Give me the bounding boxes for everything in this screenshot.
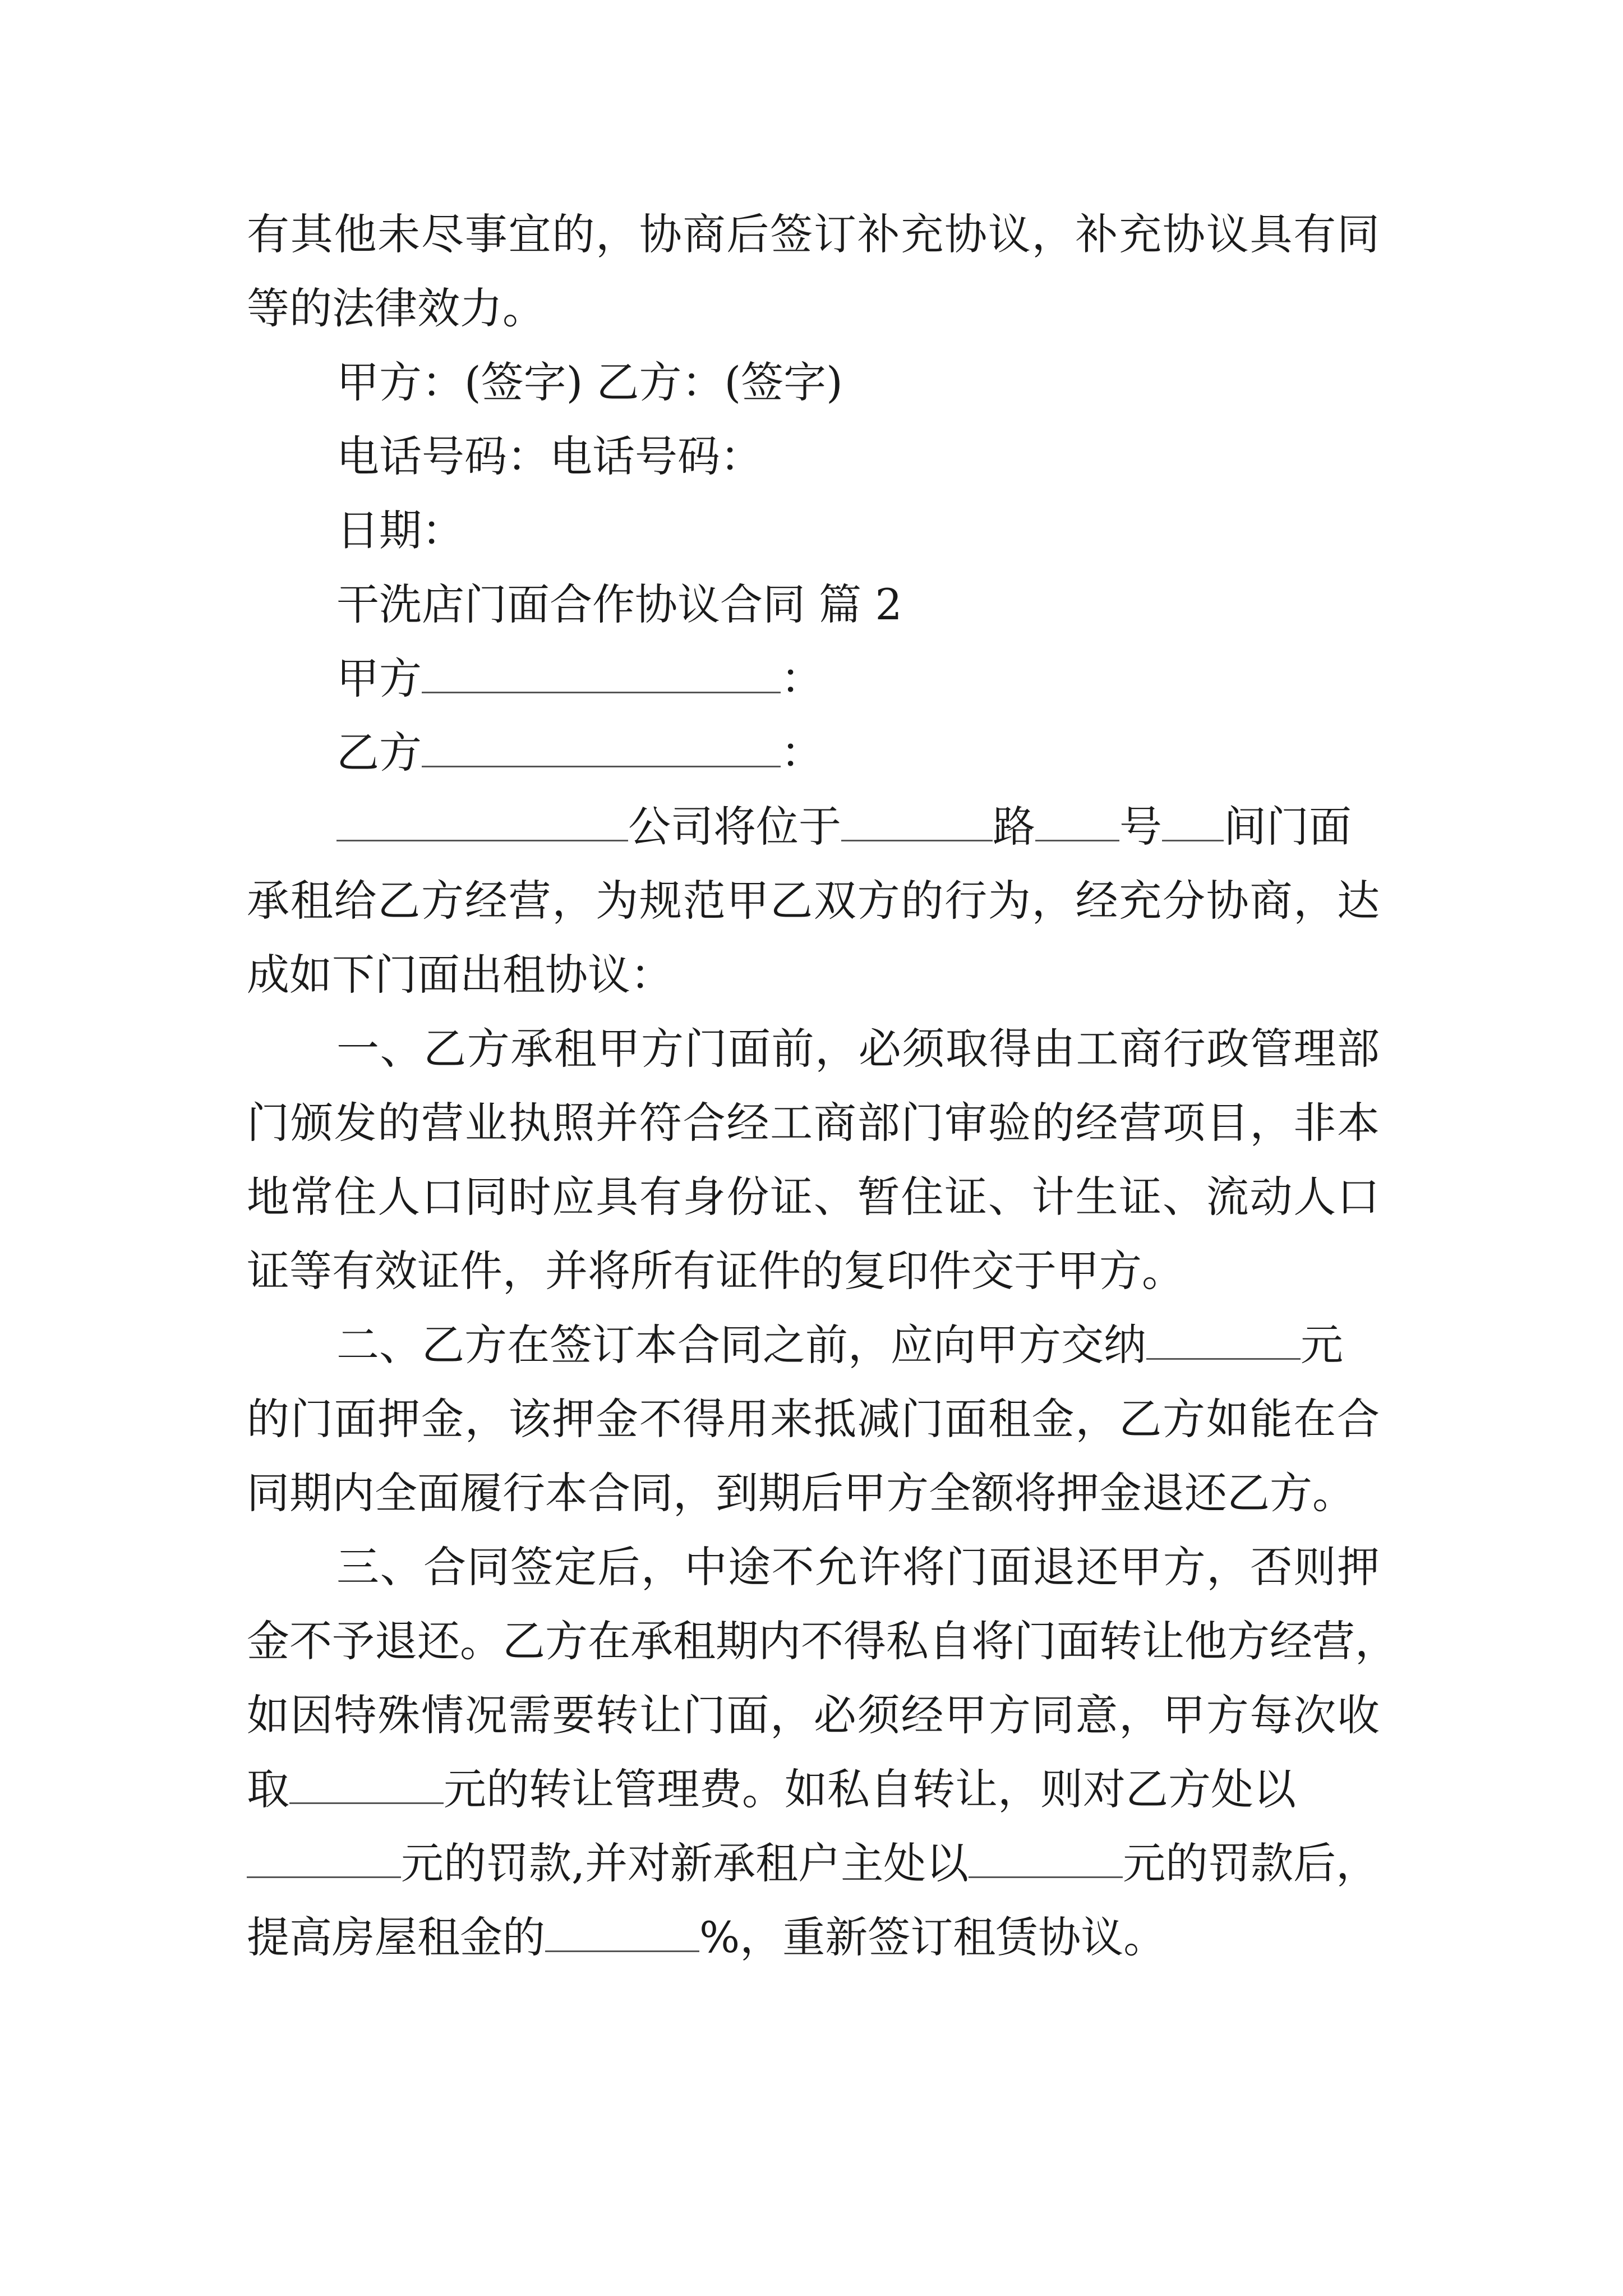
opening-text-4: 间门面 bbox=[1224, 802, 1352, 852]
opening-text-2: 路 bbox=[993, 802, 1035, 852]
clause3-text-5a: 元的罚款,并对新承租户主处以 bbox=[401, 1838, 969, 1888]
signature-parties: 甲方：(签字) 乙方：(签字) bbox=[336, 357, 843, 407]
clause1-line-2: 门颁发的营业执照并符合经工商部门审验的经营项目，非本 bbox=[247, 1098, 1380, 1148]
number-blank bbox=[1035, 799, 1119, 841]
party-b-line bbox=[336, 725, 1380, 781]
intro-line-2: 等的法律效力。 bbox=[247, 283, 545, 333]
road-blank bbox=[841, 799, 993, 841]
party-b-blank bbox=[422, 725, 781, 767]
clause3-text-4a: 取 bbox=[247, 1764, 289, 1814]
opening-line-3: 成如下门面出租协议： bbox=[247, 950, 673, 1000]
fine-a-blank bbox=[247, 1836, 401, 1878]
clause2-line-3: 同期内全面履行本合同，到期后甲方全额将押金退还乙方。 bbox=[247, 1468, 1355, 1518]
signature-date: 日期： bbox=[336, 505, 464, 555]
clause2-text-post: 元 bbox=[1301, 1320, 1343, 1370]
clause3-text-6a: 提高房屋租金的 bbox=[247, 1912, 545, 1962]
opening-text-3: 号 bbox=[1119, 802, 1162, 852]
clause3-text-6b: %，重新签订租赁协议。 bbox=[699, 1912, 1166, 1962]
party-a-blank bbox=[422, 651, 781, 693]
clause3-line-3: 如因特殊情况需要转让门面，必须经甲方同意，甲方每次收 bbox=[247, 1690, 1380, 1740]
clause1-line-3: 地常住人口同时应具有身份证、暂住证、计生证、流动人口 bbox=[247, 1172, 1380, 1222]
clause3-line-2: 金不予退还。乙方在承租期内不得私自将门面转让他方经营， bbox=[247, 1616, 1398, 1666]
clause2-line-2: 的门面押金，该押金不得用来抵减门面租金，乙方如能在合 bbox=[247, 1394, 1380, 1444]
signature-phone: 电话号码：电话号码： bbox=[336, 431, 763, 481]
intro-line-1: 有其他未尽事宜的，协商后签订补充协议，补充协议具有同 bbox=[247, 209, 1380, 259]
opening-text-1: 公司将位于 bbox=[628, 802, 841, 852]
clause3-text-5b: 元的罚款后， bbox=[1123, 1838, 1379, 1888]
party-b-colon: ： bbox=[781, 728, 823, 777]
clause3-line-6 bbox=[247, 1910, 1380, 1966]
clause3-text-4b: 元的转让管理费。如私自转让，则对乙方处以 bbox=[444, 1764, 1296, 1814]
clause1-line-4: 证等有效证件，并将所有证件的复印件交于甲方。 bbox=[247, 1246, 1184, 1296]
rent-increase-blank bbox=[545, 1910, 699, 1952]
clause2-text-pre: 二、乙方在签订本合同之前，应向甲方交纳 bbox=[336, 1320, 1146, 1370]
opening-line-2: 承租给乙方经营，为规范甲乙双方的行为，经充分协商，达 bbox=[247, 876, 1380, 926]
opening-line-1 bbox=[336, 799, 1380, 855]
clause2-line-1 bbox=[336, 1317, 1380, 1373]
party-a-line bbox=[336, 651, 1380, 707]
clause3-line-4 bbox=[247, 1761, 1380, 1818]
party-a-label: 甲方 bbox=[336, 654, 422, 703]
company-blank bbox=[336, 799, 628, 841]
deposit-blank bbox=[1146, 1318, 1301, 1360]
clause1-line-1: 一、乙方承租甲方门面前，必须取得由工商行政管理部 bbox=[336, 1024, 1380, 1074]
fine-b-blank bbox=[969, 1836, 1123, 1878]
room-blank bbox=[1162, 799, 1224, 841]
transfer-fee-blank bbox=[289, 1762, 444, 1804]
clause3-line-1: 三、合同签定后，中途不允许将门面退还甲方，否则押 bbox=[336, 1542, 1380, 1592]
section-title: 干洗店门面合作协议合同 篇 2 bbox=[336, 579, 902, 629]
clause3-line-5 bbox=[247, 1835, 1380, 1892]
party-b-label: 乙方 bbox=[336, 728, 422, 777]
party-a-colon: ： bbox=[781, 654, 823, 703]
